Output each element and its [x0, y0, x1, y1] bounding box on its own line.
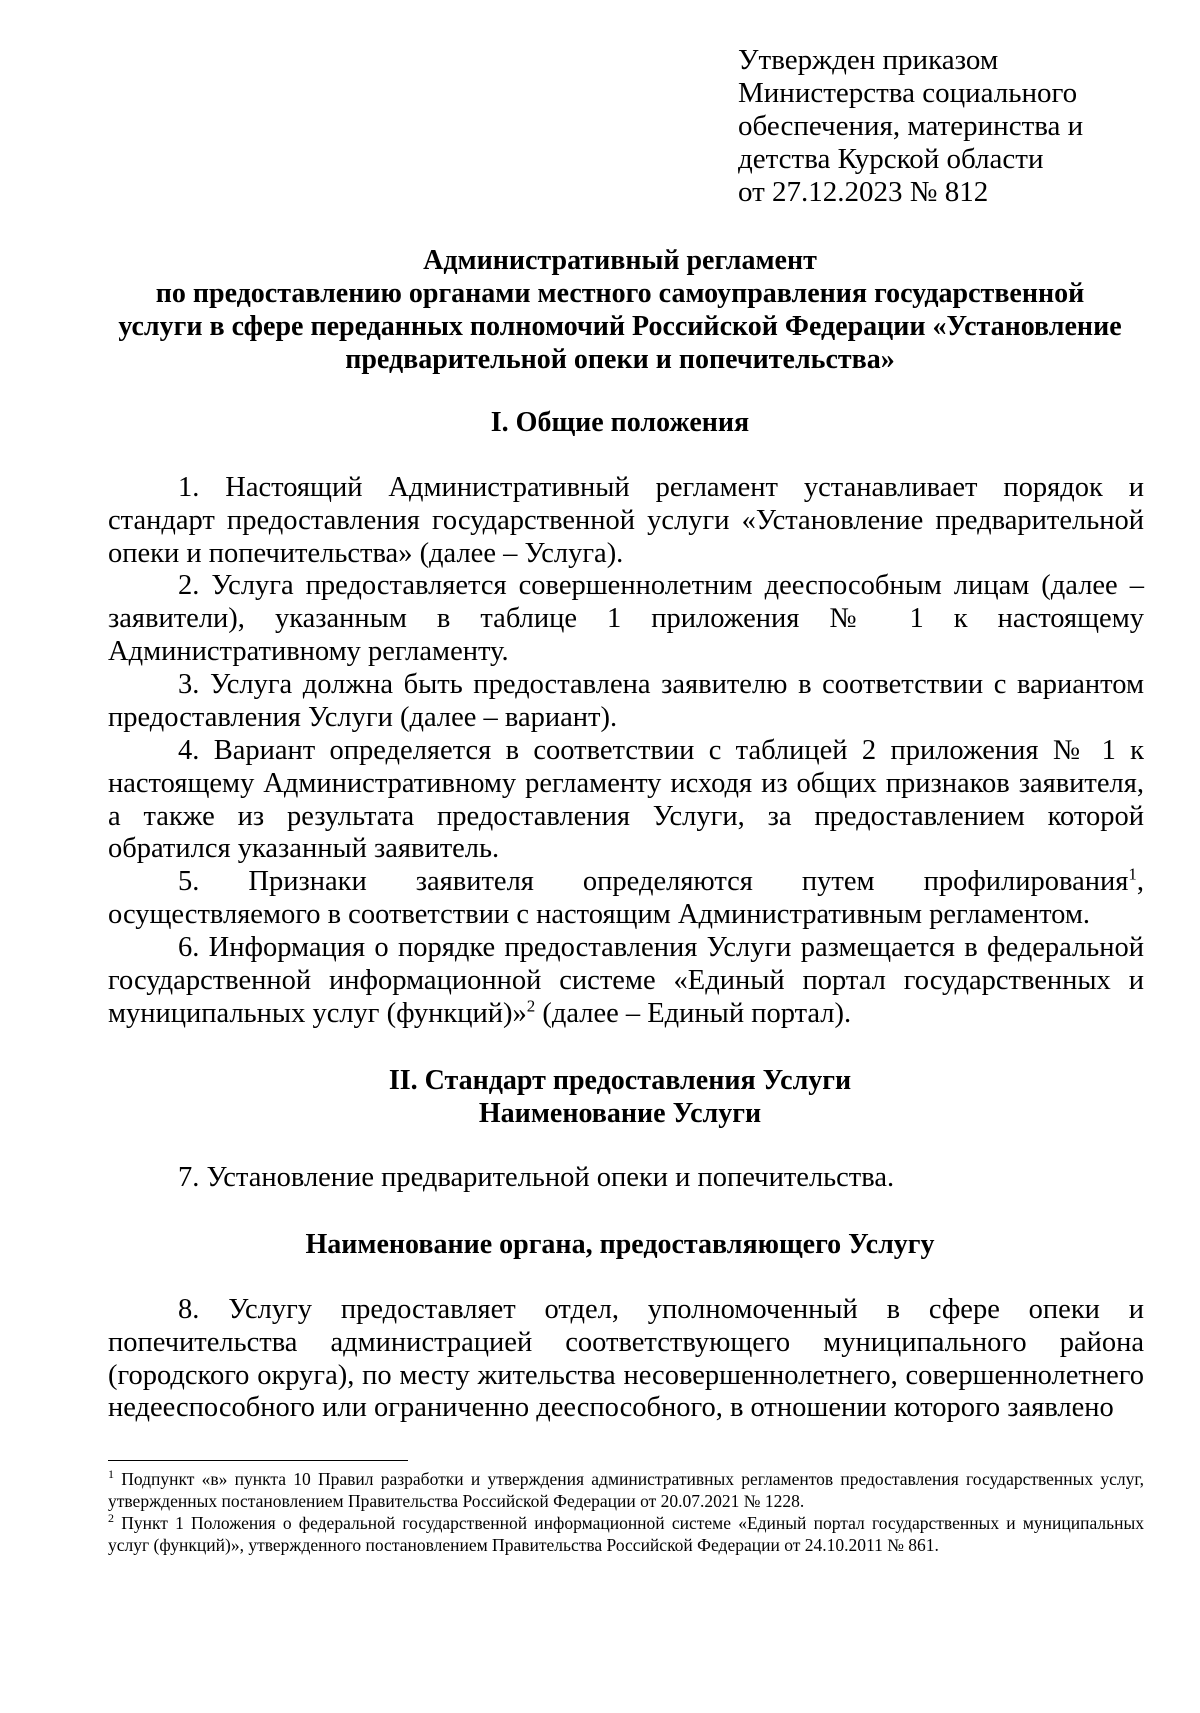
- paragraph-6-text-cont: (далее – Единый портал).: [535, 997, 852, 1029]
- footnote-text: Подпункт «в» пункта 10 Правил разработки и утверждения административных регламентов предоставления государственных услуг, утвержденных постановлением Правительства Российской Федерации от 20.07.2021 № 1228.: [108, 1469, 1144, 1511]
- approval-line: от 27.12.2023 № 812: [738, 176, 989, 208]
- paragraph-2: 2. Услуга предоставляется совершеннолетним дееспособным лицам (далее – заявители), указанным в таблице 1 приложения № 1 к настоящему Административному регламенту.: [108, 570, 1144, 667]
- approval-line: Утвержден приказом: [738, 44, 999, 76]
- section-heading-line: Наименование Услуги: [478, 1098, 762, 1129]
- footnote-text: Пункт 1 Положения о федеральной государственной информационной системе «Единый портал государственных и муниципальных услуг (функций)», утвержденного постановлением Правительства Российской Федерации от 24.10.2011 № 861.: [108, 1513, 1144, 1555]
- title-line: предварительной опеки и попечительства»: [345, 344, 895, 375]
- paragraph-7: 7. Установление предварительной опеки и попечительства.: [178, 1162, 895, 1193]
- footnotes: [108, 1468, 1144, 1556]
- document-title: [100, 244, 1140, 376]
- section-heading-general: I. Общие положения: [490, 407, 750, 438]
- paragraph-4: 4. Вариант определяется в соответствии с таблицей 2 приложения № 1 к настоящему Административному регламенту исходя из общих признаков заявителя, а также из результата предоставления Услуги, за предоставлением которой обратился указанный заявитель.: [108, 735, 1144, 865]
- title-line: по предоставлению органами местного самоуправления государственной: [155, 278, 1085, 309]
- footnote-2: [108, 1512, 1144, 1556]
- paragraph-3: 3. Услуга должна быть предоставлена заявителю в соответствии с вариантом предоставления Услуги (далее – вариант).: [108, 669, 1144, 733]
- approval-stamp-text: [738, 44, 1178, 209]
- footnote-divider: [108, 1460, 408, 1461]
- paragraph-6: [108, 932, 1144, 1030]
- paragraph-5-text: 5. Признаки заявителя определяются путем профилирования: [178, 866, 1129, 897]
- approval-line: Министерства социального: [738, 77, 1078, 109]
- subheading-authority: Наименование органа, предоставляющего Услугу: [305, 1229, 935, 1260]
- title-line: Административный регламент: [423, 245, 817, 276]
- footnote-mark: 1: [108, 1467, 114, 1482]
- section-heading-line: II. Стандарт предоставления Услуги: [388, 1065, 852, 1096]
- footnote-mark: 2: [108, 1511, 114, 1526]
- approval-line: обеспечения, материнства и: [738, 110, 1084, 142]
- footnote-ref-1[interactable]: 1: [1128, 864, 1137, 884]
- section-heading-standard: [100, 1064, 1140, 1130]
- paragraph-8: 8. Услугу предоставляет отдел, уполномоченный в сфере опеки и попечительства администрацией соответствующего муниципального района (городского округа), по месту жительства несовершеннолетнего, совершеннолетнего недееспособного или ограниченно дееспособного, в отношении которого заявлено: [108, 1294, 1144, 1424]
- approval-line: детства Курской области: [738, 143, 1044, 175]
- paragraph-6-text: 6. Информация о порядке предоставления Услуги размещается в федеральной государственной информационной системе «Единый портал государственных и муниципальных услуг (функций)»: [108, 932, 1144, 1029]
- footnote-1: [108, 1468, 1144, 1512]
- paragraph-5-text-cont: , осуществляемого в соответствии с настоящим Административным регламентом.: [108, 866, 1144, 930]
- paragraph-1: 1. Настоящий Административный регламент устанавливает порядок и стандарт предоставления государственной услуги «Установление предварительной опеки и попечительства» (далее – Услуга).: [108, 472, 1144, 569]
- title-line: услуги в сфере переданных полномочий Российской Федерации «Установление: [118, 311, 1122, 342]
- paragraph-5: [108, 866, 1144, 932]
- footnote-ref-2[interactable]: 2: [526, 996, 536, 1016]
